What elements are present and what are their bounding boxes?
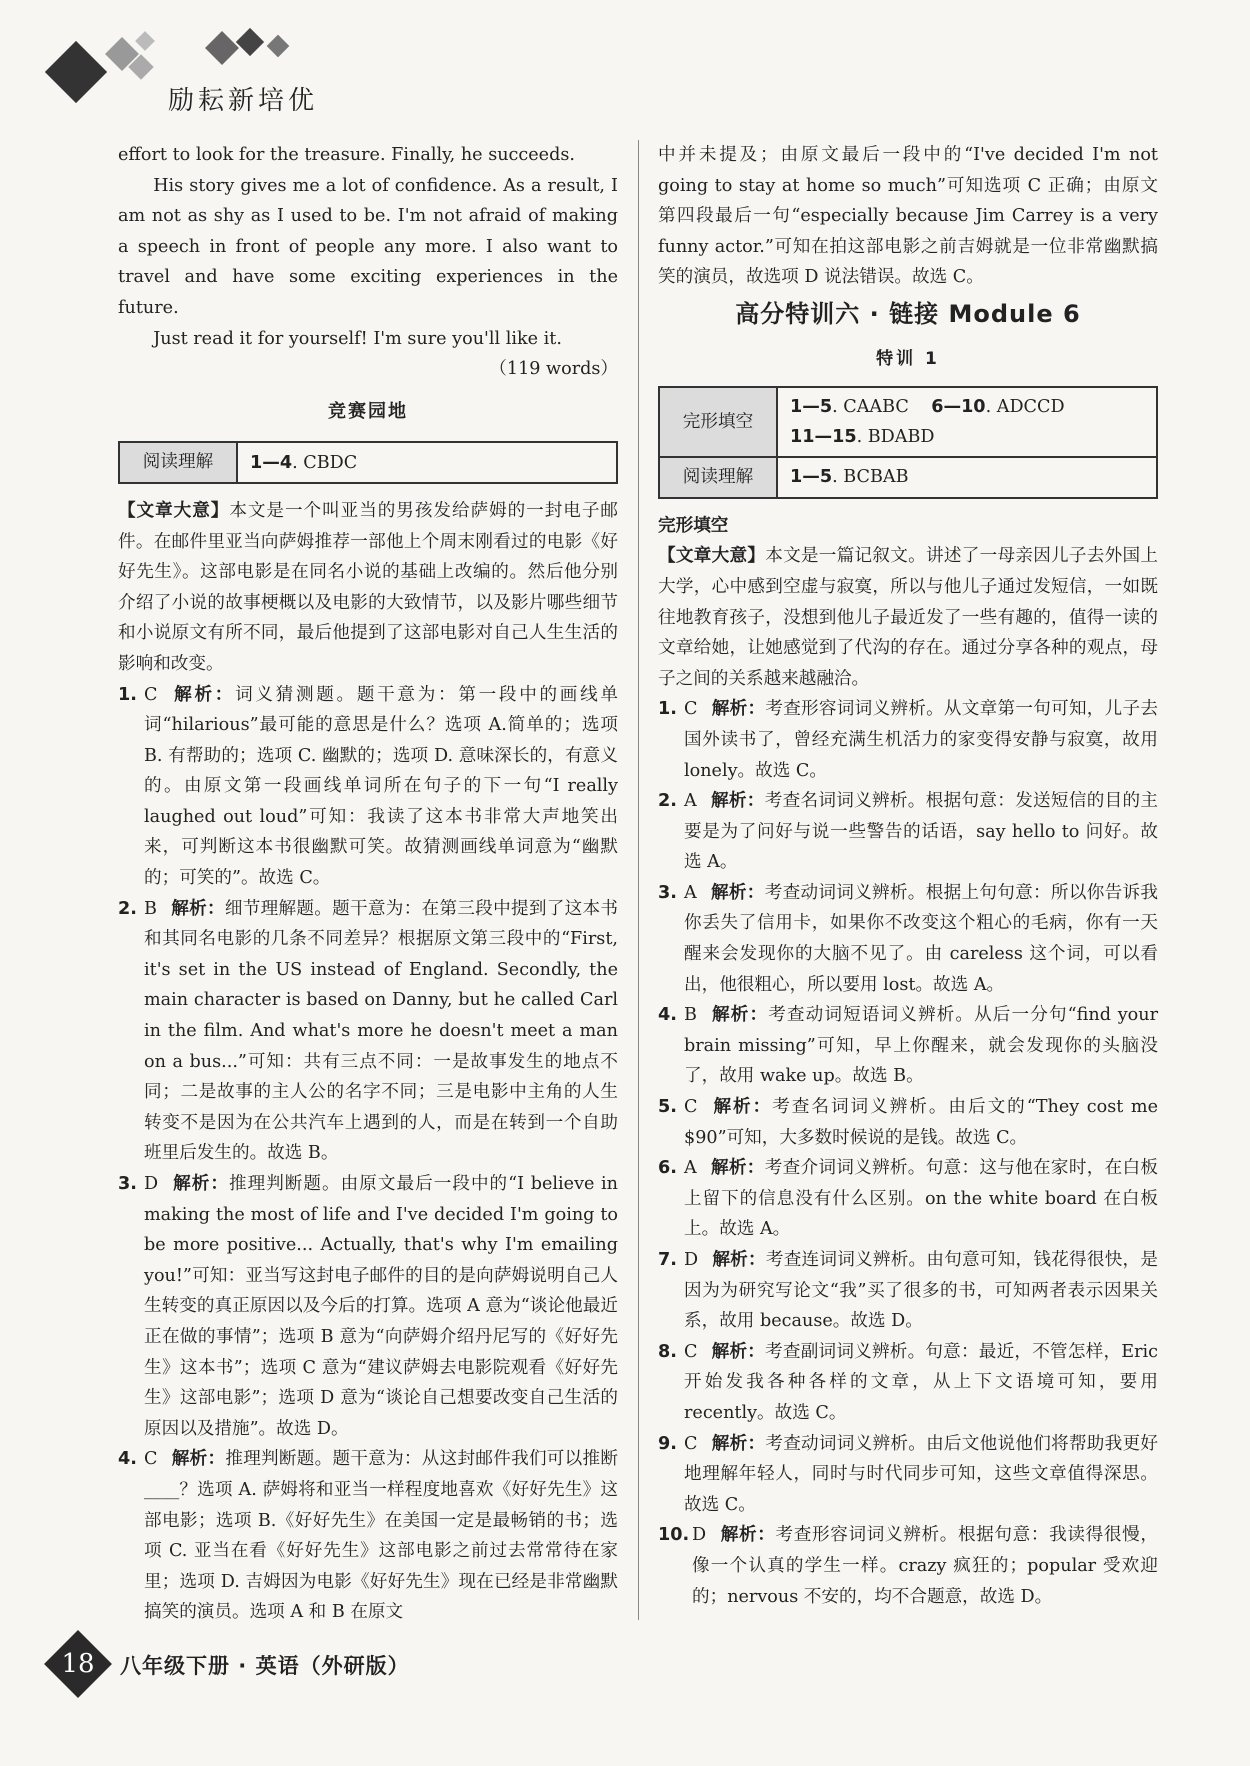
answer-item: 3. A 解析：考查动词词义辨析。根据上句句意：所以你告诉我你丢失了信用卡，如果你不改变这个粗心的毛病，你有一天醒来会发现你的大脑不见了。由 careless 这个词，可以看出，他很粗心，所以要用 lost。故选 A。	[658, 882, 1158, 995]
table-label: 完形填空	[659, 387, 777, 457]
answer-table	[658, 386, 1158, 499]
table-value: 1—5. BCBAB	[777, 457, 1157, 498]
answer-item: 5. C 解析：考查名词词义辨析。由后文的“They cost me $90”可知，大多数时候说的是钱。故选 C。	[658, 1097, 1158, 1148]
page-footer	[40, 1640, 640, 1720]
section-title: 竞赛园地	[328, 400, 408, 422]
section-heading: 完形填空	[658, 515, 729, 536]
table-value: 1—5. CAABC 6—10. ADCCD 11—15. BDABD	[777, 387, 1157, 457]
continued-paragraph: 中并未提及；由原文最后一段中的“I've decided I'm not going to stay at home so much”可知选项 C 正确；由原文第四段最后一句“especially because Jim Carrey is a very funny actor.”可知在拍这部电影之前吉姆就是一位非常幽默搞笑的演员，故选项 D 说法错误。故选 C。	[658, 145, 1158, 288]
answer-table	[118, 441, 618, 484]
answer-item: 9. C 解析：考查动词词义辨析。由后文他说他们将帮助我更好地理解年轻人，同时与时代同步可知，这些文章值得深思。故选 C。	[658, 1433, 1158, 1515]
answer-item: 1. C 解析：考查形容词词义辨析。从文章第一句可知，儿子去国外读书了，曾经充满生机活力的家变得安静与寂寞，故用 lonely。故选 C。	[658, 699, 1158, 781]
answer-item: 2. B 解析：细节理解题。题干意为：在第三段中提到了这本书和其同名电影的几条不同差异？根据原文第三段中的“First, it's set in the US instead of England. Secondly, the main character is based on Danny, but he called Carl in the film. And what's more he doesn't meet a man on a bus...”可知：共有三点不同：一是故事发生的地点不同；二是故事的主人公的名字不同；三是电影中主角的人生转变不是因为在公共汽车上遇到的人，而是在转到一个自助班里后发生的。故选 B。	[118, 898, 618, 1164]
brand-title: 励耘新培优	[168, 86, 319, 116]
book-title: 八年级下册 · 英语（外研版）	[120, 1654, 410, 1678]
left-column	[118, 140, 618, 1628]
article-summary: 【文章大意】本文是一个叫亚当的男孩发给萨姆的一封电子邮件。在邮件里亚当向萨姆推荐一部他上个周末刚看过的电影《好好先生》。这部电影是在同名小说的基础上改编的。然后他分别介绍了小说的故事梗概以及电影的大致情节，以及影片哪些细节和小说原文有所不同，最后他提到了这部电影对自己人生生活的影响和改变。	[118, 500, 618, 674]
passage-paragraph: Just read it for yourself! I'm sure you'll like it.	[153, 328, 562, 349]
column-divider	[638, 140, 639, 1620]
table-value: 1—4. CBDC	[237, 442, 617, 483]
right-column	[658, 140, 1158, 1612]
answer-item: 4. C 解析：推理判断题。题干意为：从这封邮件我们可以推断____？选项 A. 萨姆将和亚当一样程度地喜欢《好好先生》这部电影；选项 B.《好好先生》在美国一定是最畅销的书；选项 C. 亚当在看《好好先生》这部电影之前过去常常待在家里；选项 D. 吉姆因为电影《好好先生》现在已经是非常幽默搞笑的演员。选项 A 和 B 在原文	[118, 1449, 618, 1623]
answer-item: 10. D 解析：考查形容词词义辨析。根据句意：我读得很慢，像一个认真的学生一样。crazy 疯狂的；popular 受欢迎的；nervous 不安的，均不合题意，故选 D。	[658, 1525, 1158, 1607]
answer-item: 6. A 解析：考查介词词义辨析。句意：这与他在家时，在白板上留下的信息没有什么区别。on the white board 在白板上。故选 A。	[658, 1158, 1158, 1240]
module-title: 高分特训六 · 链接 Module 6	[735, 299, 1081, 328]
word-count: （119 words）	[489, 359, 618, 380]
answer-item: 3. D 解析：推理判断题。由原文最后一段中的“I believe in making the most of life and I've decided I'm going to be more positive... Actually, that's why I'm emailing you!”可知：亚当写这封电子邮件的目的是向萨姆说明自己人生转变的真正原因以及今后的打算。选项 A 意为“谈论他最近正在做的事情”；选项 B 意为“向萨姆介绍丹尼写的《好好先生》这本书”；选项 C 意为“建议萨姆去电影院观看《好好先生》这部电影”；选项 D 意为“谈论自己想要改变自己生活的原因以及措施”。故选 D。	[118, 1174, 618, 1439]
passage-paragraph: His story gives me a lot of confidence. As a result, I am not as shy as I used to be. I'm not afraid of making a speech in front of people any more. I also want to travel and have some exciting experiences in the future.	[118, 175, 618, 318]
answer-item: 2. A 解析：考查名词词义辨析。根据句意：发送短信的目的主要是为了问好与说一些警告的话语，say hello to 问好。故选 A。	[658, 791, 1158, 873]
table-label: 阅读理解	[659, 457, 777, 498]
answer-item: 8. C 解析：考查副词词义辨析。句意：最近，不管怎样，Eric 开始发我各种各样的文章，从上下文语境可知，要用 recently。故选 C。	[658, 1341, 1158, 1423]
page-number: 18	[61, 1649, 95, 1679]
answer-item: 4. B 解析：考查动词短语词义辨析。从后一分句“find your brain missing”可知，早上你醒来，就会发现你的头脑没了，故用 wake up。故选 B。	[658, 1005, 1158, 1087]
answer-item: 1. C 解析：词义猜测题。题干意为：第一段中的画线单词“hilarious”最可能的意思是什么？选项 A.简单的；选项 B. 有帮助的；选项 C. 幽默的；选项 D. 意味深长的，有意义的。由原文第一段画线单词所在句子的下一句“I really laughed out loud”可知：我读了这本书非常大声地笑出来，可判断这本书很幽默可笑。故猜测画线单词意为“幽默的；可笑的”。故选 C。	[118, 684, 618, 889]
table-label: 阅读理解	[119, 442, 237, 483]
answer-item: 7. D 解析：考查连词词义辨析。由句意可知，钱花得很快，是因为为研究写论文“我”买了很多的书，可知两者表示因果关系，故用 because。故选 D。	[658, 1250, 1158, 1332]
passage-paragraph: effort to look for the treasure. Finally, he succeeds.	[118, 145, 575, 165]
module-subtitle: 特训 1	[876, 348, 940, 369]
article-summary: 【文章大意】本文是一篇记叙文。讲述了一母亲因儿子去外国上大学，心中感到空虚与寂寞，所以与他儿子通过发短信，一如既往地教育孩子，没想到他儿子最近发了一些有趣的，值得一读的文章给她，让她感觉到了代沟的存在。通过分享各种的观点，母子之间的关系越来越融洽。	[658, 546, 1158, 689]
